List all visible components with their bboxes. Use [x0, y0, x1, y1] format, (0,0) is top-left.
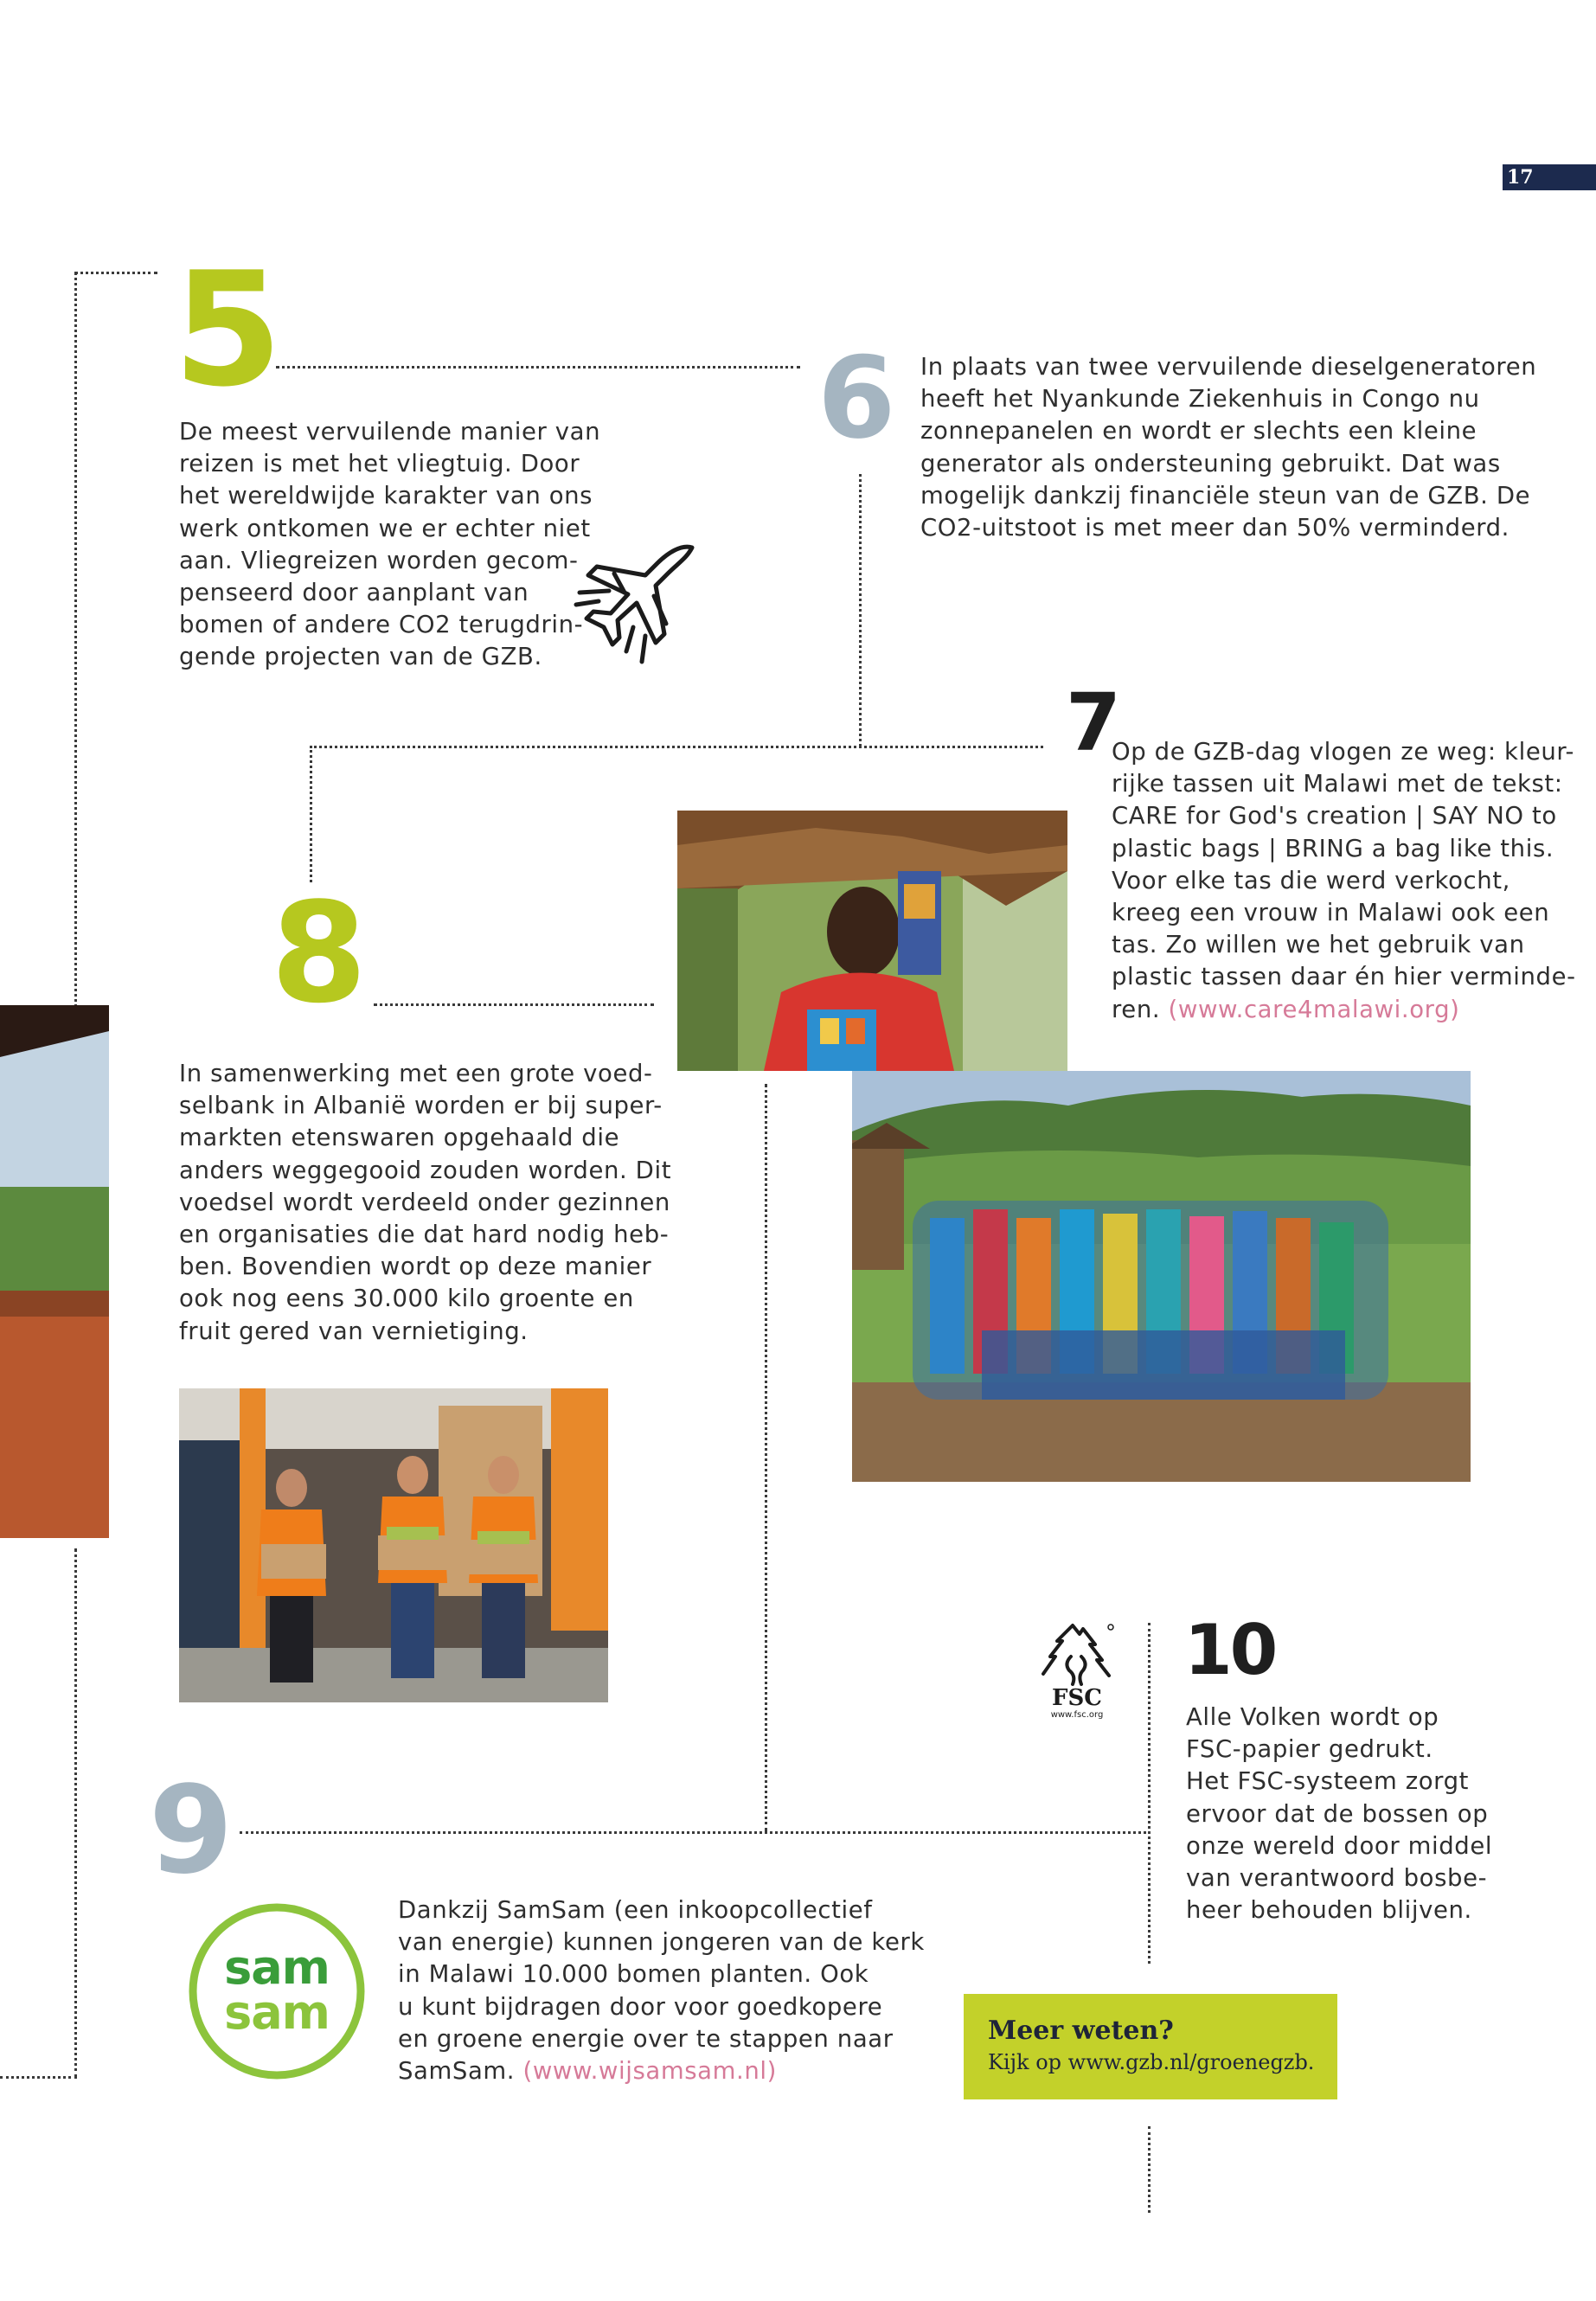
item-7-text [1112, 736, 1576, 1026]
text-line [398, 2055, 925, 2087]
item-10-number: 10 [1184, 1610, 1276, 1690]
text-line: ook nog eens 30.000 kilo groente en [179, 1285, 634, 1313]
item-8-text [179, 1058, 671, 1348]
connector [765, 1084, 767, 1831]
item-9-text [398, 1894, 925, 2087]
connector [74, 1548, 77, 2078]
connector [74, 272, 157, 274]
text-line: CO2-uitstoot is met meer dan 50% verminderd. [920, 514, 1510, 542]
text-line-end: SamSam. [398, 2057, 516, 2086]
text-line: aan. Vliegreizen worden gecom- [179, 546, 579, 574]
connector [1148, 1623, 1151, 1964]
item-6-text [920, 351, 1536, 544]
text-line: ben. Bovendien wordt op deze manier [179, 1253, 652, 1281]
photo-woman-with-bag [677, 811, 1067, 1071]
text-line: heeft het Nyankunde Ziekenhuis in Congo nu [920, 385, 1480, 413]
text-line: en groene energie over te stappen naar [398, 2024, 894, 2053]
fsc-url: www.fsc.org [1050, 1710, 1104, 1720]
samsam-logo [188, 1902, 366, 2080]
connector [240, 1831, 1146, 1834]
text-line: bomen of andere CO2 terugdrin- [179, 611, 584, 639]
text-line: In samenwerking met een grote voed- [179, 1060, 653, 1087]
text-line: van energie) kunnen jongeren van de kerk [398, 1928, 925, 1957]
samsam-logo-text [188, 1940, 366, 2040]
text-line: fruit gered van vernietiging. [179, 1317, 529, 1345]
text-line: ervoor dat de bossen op [1186, 1799, 1489, 1828]
text-line: in Malawi 10.000 bomen planten. Ook [398, 1960, 869, 1989]
connector [276, 366, 800, 369]
text-line: Voor elke tas die werd verkocht, [1112, 866, 1510, 894]
more-info-box [964, 1994, 1337, 2099]
item-5-number: 5 [173, 238, 279, 421]
text-line: tas. Zo willen we het gebruik van [1112, 931, 1525, 959]
text-line: gende projecten van de GZB. [179, 643, 542, 671]
text-line: en organisaties die dat hard nodig heb- [179, 1221, 670, 1249]
text-line: anders weggegooid zouden worden. Dit [179, 1156, 672, 1184]
fsc-tree-icon [1038, 1622, 1116, 1726]
text-line: Op de GZB-dag vlogen ze weg: kleur- [1112, 738, 1575, 766]
text-line: zonnepanelen en wordt er slechts een kleine [920, 417, 1477, 445]
text-line: selbank in Albanië worden er bij super- [179, 1092, 663, 1120]
text-line: markten etenswaren opgehaald die [179, 1124, 620, 1152]
connector [0, 2076, 77, 2079]
item-7-number: 7 [1066, 676, 1118, 769]
text-line: reizen is met het vliegtuig. Door [179, 450, 580, 478]
text-line: het wereldwijde karakter van ons [179, 482, 593, 510]
text-line: werk ontkomen we er echter niet [179, 514, 591, 542]
text-line: onze wereld door middel [1186, 1831, 1493, 1860]
text-line: De meest vervuilende manier van [179, 418, 601, 445]
more-info-link[interactable]: Kijk op www.gzb.nl/groenegzb. [988, 2050, 1315, 2074]
text-line: FSC-papier gedrukt. [1186, 1735, 1433, 1764]
item-8-number: 8 [271, 872, 364, 1034]
text-line: mogelijk dankzij financiële steun van de GZB. De [920, 481, 1531, 510]
text-line: heer behouden blijven. [1186, 1896, 1472, 1925]
samsam-link[interactable]: (www.wijsamsam.nl) [522, 2057, 777, 2086]
connector [1148, 2126, 1151, 2213]
fsc-label: FSC [1052, 1685, 1102, 1711]
text-line-end: ren. [1112, 995, 1161, 1023]
text-line [1112, 994, 1576, 1026]
text-line: Alle Volken wordt op [1186, 1703, 1439, 1731]
airplane-icon [571, 541, 701, 670]
photo-malawi-group [852, 1071, 1471, 1482]
connector [374, 1003, 654, 1006]
text-line: van verantwoord bosbe- [1186, 1864, 1488, 1893]
more-info-title: Meer weten? [988, 2016, 1174, 2046]
connector [859, 474, 862, 747]
text-line: penseerd door aanplant van [179, 579, 529, 607]
page-number: 17 [1503, 164, 1596, 190]
text-line: plastic tassen daar én hier verminde- [1112, 963, 1576, 991]
text-line: u kunt bijdragen door voor goedkopere [398, 1992, 883, 2021]
item-6-number: 6 [817, 332, 893, 464]
care4malawi-link[interactable]: (www.care4malawi.org) [1168, 995, 1460, 1023]
text-line: kreeg een vrouw in Malawi ook een [1112, 899, 1550, 927]
samsam-logo-line-2: sam [224, 1985, 330, 2040]
photo-foodbank-volunteers [179, 1388, 608, 1702]
text-line: plastic bags | BRING a bag like this. [1112, 834, 1554, 862]
text-line: voedsel wordt verdeeld onder gezinnen [179, 1188, 670, 1216]
item-5-text [179, 416, 600, 674]
samsam-logo-line-1: sam [224, 1940, 330, 1995]
item-10-text [1186, 1702, 1492, 1926]
text-line: generator als ondersteuning gebruikt. Dat was [920, 449, 1501, 478]
connector [310, 746, 1043, 748]
photo-field-edge [0, 1005, 109, 1538]
text-line: In plaats van twee vervuilende dieselgeneratoren [920, 353, 1537, 381]
text-line: CARE for God's creation | SAY NO to [1112, 802, 1557, 830]
text-line: Het FSC-systeem zorgt [1186, 1767, 1470, 1796]
item-9-number: 9 [149, 1760, 230, 1901]
text-line: rijke tassen uit Malawi met de tekst: [1112, 770, 1563, 798]
connector [310, 746, 312, 882]
text-line: Dankzij SamSam (een inkoopcollectief [398, 1896, 873, 1924]
